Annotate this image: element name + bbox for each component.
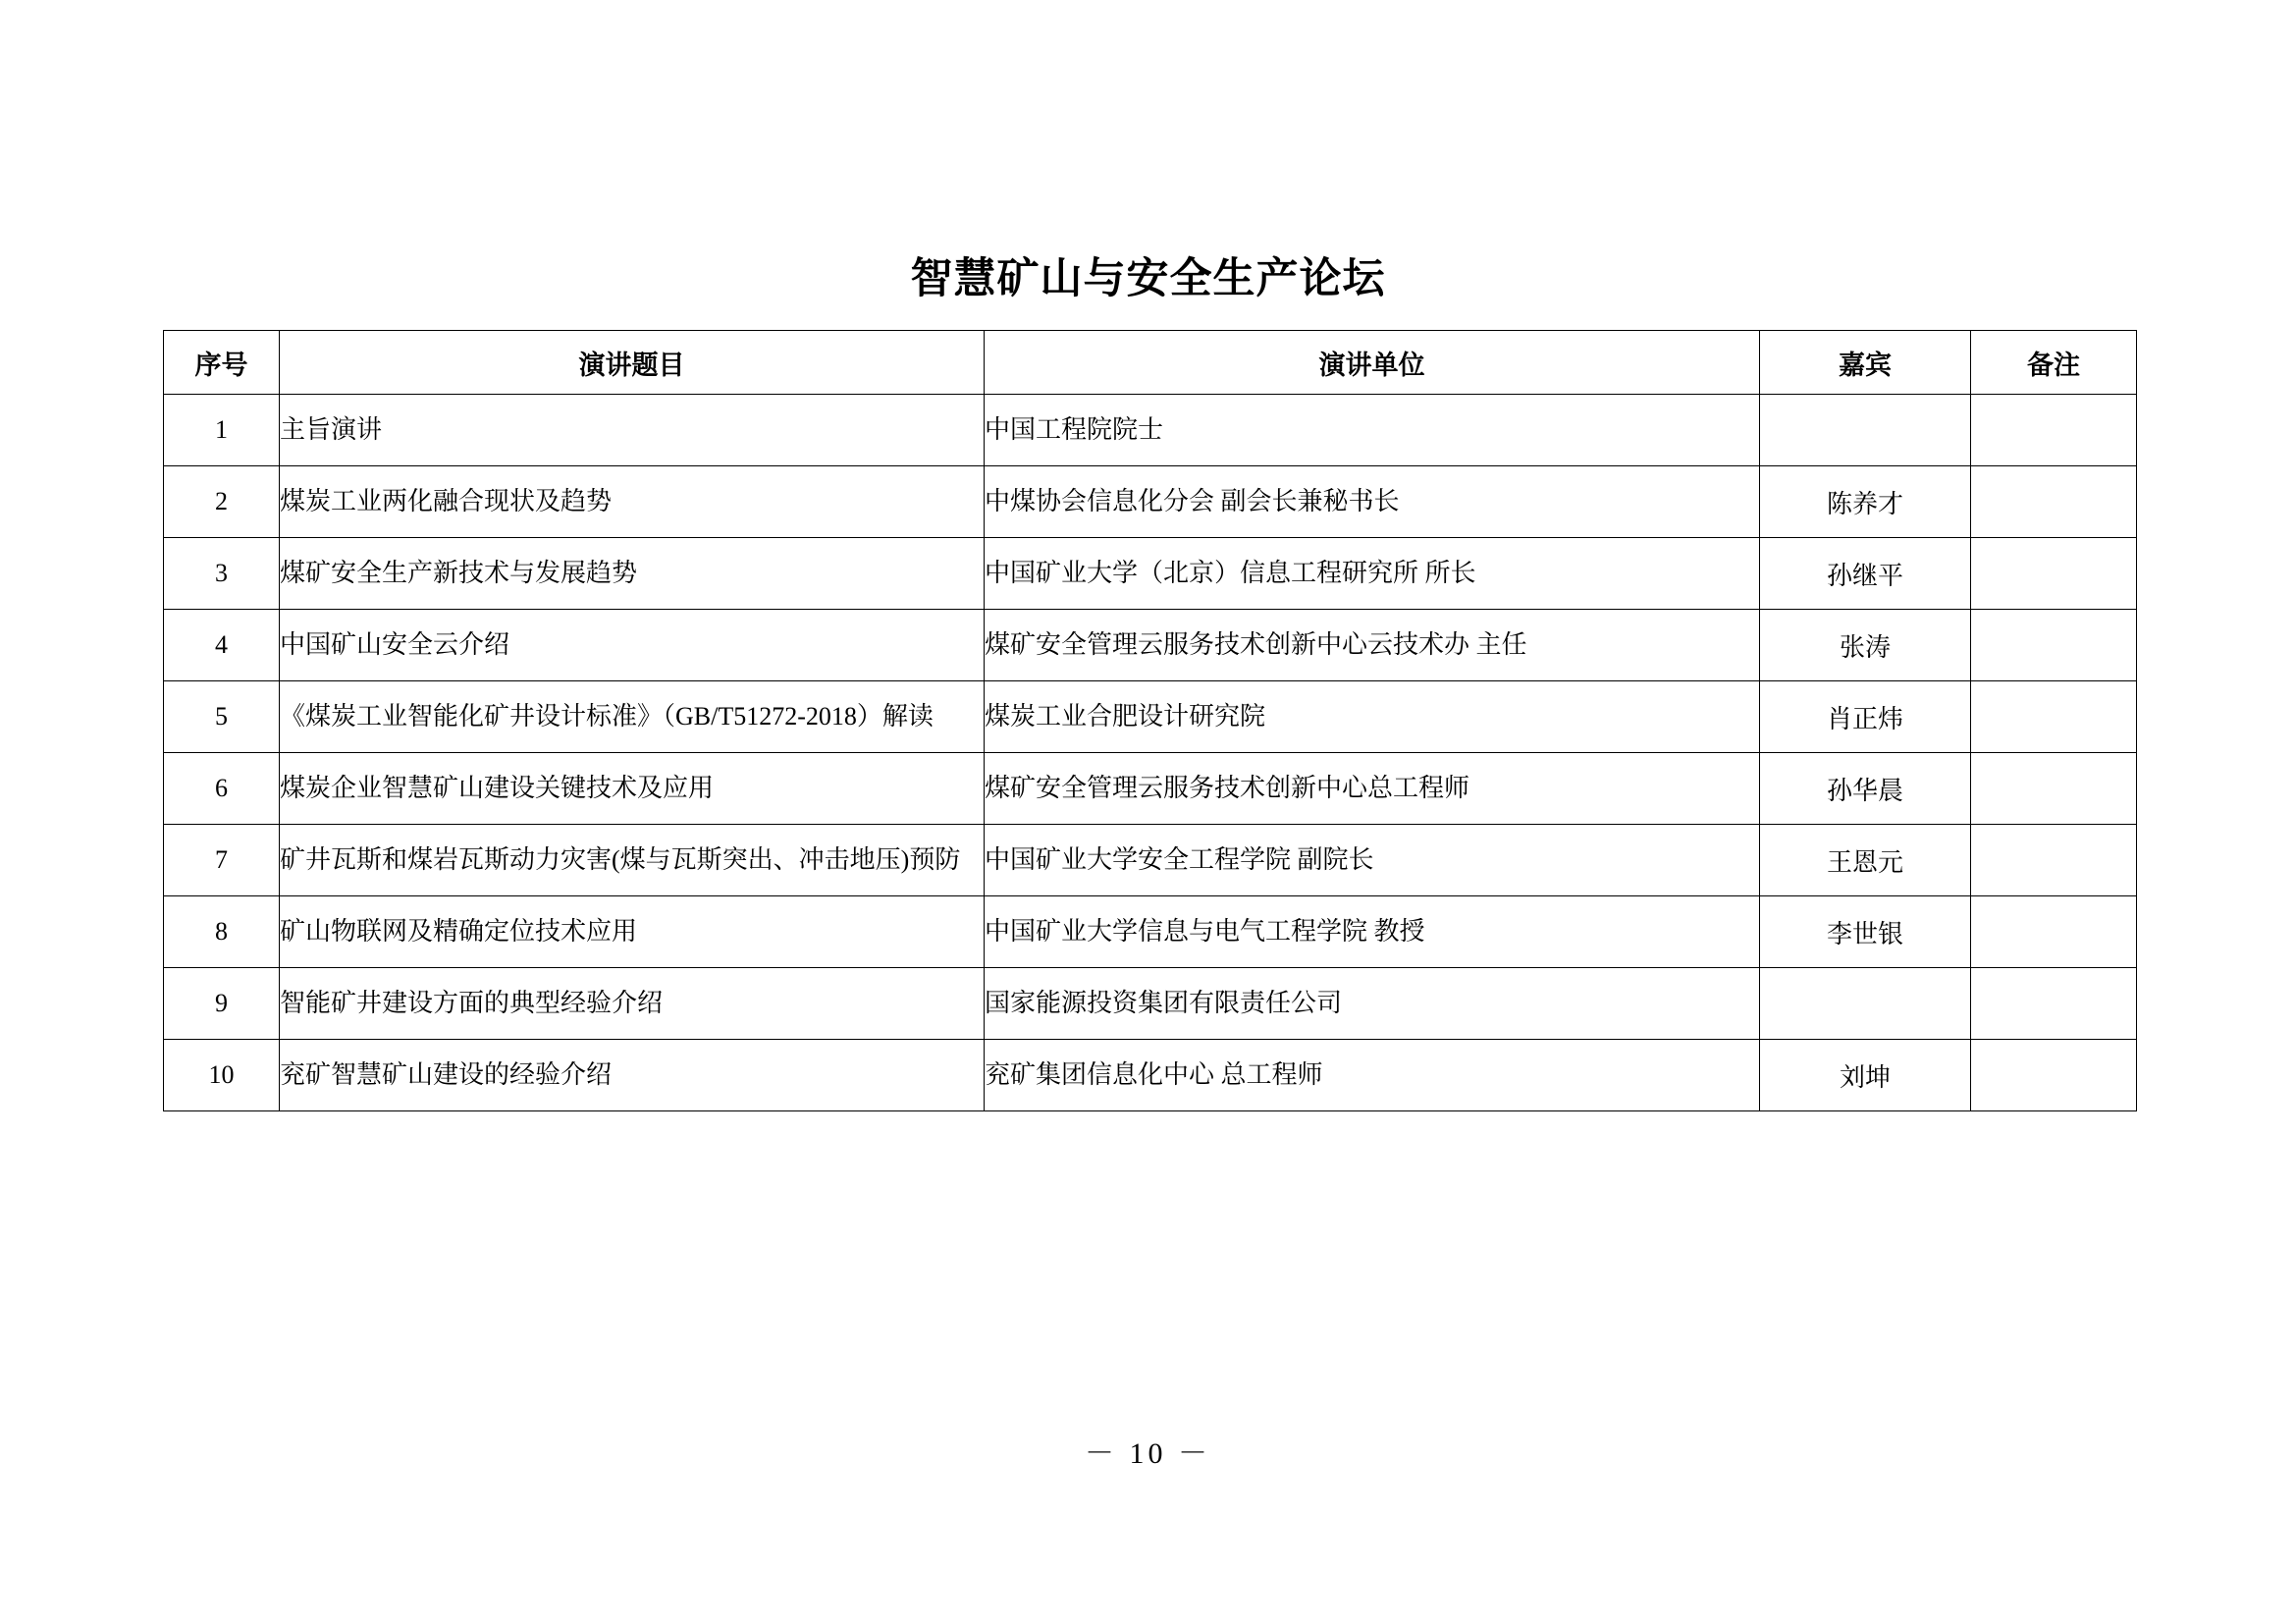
cell-guest: 肖正炜 (1760, 681, 1971, 753)
cell-topic: 主旨演讲 (280, 395, 985, 466)
cell-no: 3 (164, 538, 280, 610)
cell-no: 9 (164, 968, 280, 1040)
page-title: 智慧矿山与安全生产论坛 (910, 256, 1386, 302)
cell-no: 10 (164, 1040, 280, 1111)
table-row (164, 466, 2137, 538)
cell-note (1971, 1040, 2137, 1111)
forum-schedule-table (163, 330, 2137, 1111)
cell-note (1971, 538, 2137, 610)
cell-guest: 刘坤 (1760, 1040, 1971, 1111)
cell-org: 国家能源投资集团有限责任公司 (985, 968, 1760, 1040)
column-header-org: 演讲单位 (985, 331, 1760, 395)
column-header-topic: 演讲题目 (280, 331, 985, 395)
table-row (164, 968, 2137, 1040)
cell-note (1971, 610, 2137, 681)
cell-no: 1 (164, 395, 280, 466)
table-row (164, 395, 2137, 466)
cell-org: 中国工程院院士 (985, 395, 1760, 466)
table-row (164, 681, 2137, 753)
cell-topic: 煤矿安全生产新技术与发展趋势 (280, 538, 985, 610)
cell-topic: 《煤炭工业智能化矿井设计标准》（GB/T51272-2018）解读 (280, 681, 985, 753)
page-number: － 10 － (1085, 1437, 1211, 1470)
cell-org: 中国矿业大学（北京）信息工程研究所 所长 (985, 538, 1760, 610)
cell-note (1971, 968, 2137, 1040)
cell-topic: 矿井瓦斯和煤岩瓦斯动力灾害(煤与瓦斯突出、冲击地压)预防 (280, 825, 985, 896)
column-header-note: 备注 (1971, 331, 2137, 395)
cell-no: 7 (164, 825, 280, 896)
cell-guest: 孙继平 (1760, 538, 1971, 610)
cell-topic: 兖矿智慧矿山建设的经验介绍 (280, 1040, 985, 1111)
cell-topic: 煤炭企业智慧矿山建设关键技术及应用 (280, 753, 985, 825)
column-header-guest: 嘉宾 (1760, 331, 1971, 395)
cell-org: 中国矿业大学安全工程学院 副院长 (985, 825, 1760, 896)
cell-guest: 陈养才 (1760, 466, 1971, 538)
cell-note (1971, 681, 2137, 753)
cell-org: 煤矿安全管理云服务技术创新中心云技术办 主任 (985, 610, 1760, 681)
cell-guest: 孙华晨 (1760, 753, 1971, 825)
cell-topic: 矿山物联网及精确定位技术应用 (280, 896, 985, 968)
column-header-no: 序号 (164, 331, 280, 395)
cell-org: 煤炭工业合肥设计研究院 (985, 681, 1760, 753)
cell-note (1971, 753, 2137, 825)
cell-note (1971, 825, 2137, 896)
cell-topic: 智能矿井建设方面的典型经验介绍 (280, 968, 985, 1040)
table-row (164, 610, 2137, 681)
cell-org: 兖矿集团信息化中心 总工程师 (985, 1040, 1760, 1111)
table-row (164, 753, 2137, 825)
cell-no: 5 (164, 681, 280, 753)
cell-topic: 煤炭工业两化融合现状及趋势 (280, 466, 985, 538)
cell-no: 8 (164, 896, 280, 968)
cell-guest (1760, 968, 1971, 1040)
cell-org: 中煤协会信息化分会 副会长兼秘书长 (985, 466, 1760, 538)
table-row (164, 825, 2137, 896)
cell-note (1971, 395, 2137, 466)
cell-note (1971, 896, 2137, 968)
cell-note (1971, 466, 2137, 538)
cell-guest: 李世银 (1760, 896, 1971, 968)
cell-no: 4 (164, 610, 280, 681)
cell-guest (1760, 395, 1971, 466)
cell-org: 中国矿业大学信息与电气工程学院 教授 (985, 896, 1760, 968)
cell-topic: 中国矿山安全云介绍 (280, 610, 985, 681)
cell-guest: 张涛 (1760, 610, 1971, 681)
table-row (164, 1040, 2137, 1111)
table-row (164, 896, 2137, 968)
table-row (164, 538, 2137, 610)
cell-no: 6 (164, 753, 280, 825)
table-header-row (164, 331, 2137, 395)
cell-no: 2 (164, 466, 280, 538)
cell-guest: 王恩元 (1760, 825, 1971, 896)
cell-org: 煤矿安全管理云服务技术创新中心总工程师 (985, 753, 1760, 825)
